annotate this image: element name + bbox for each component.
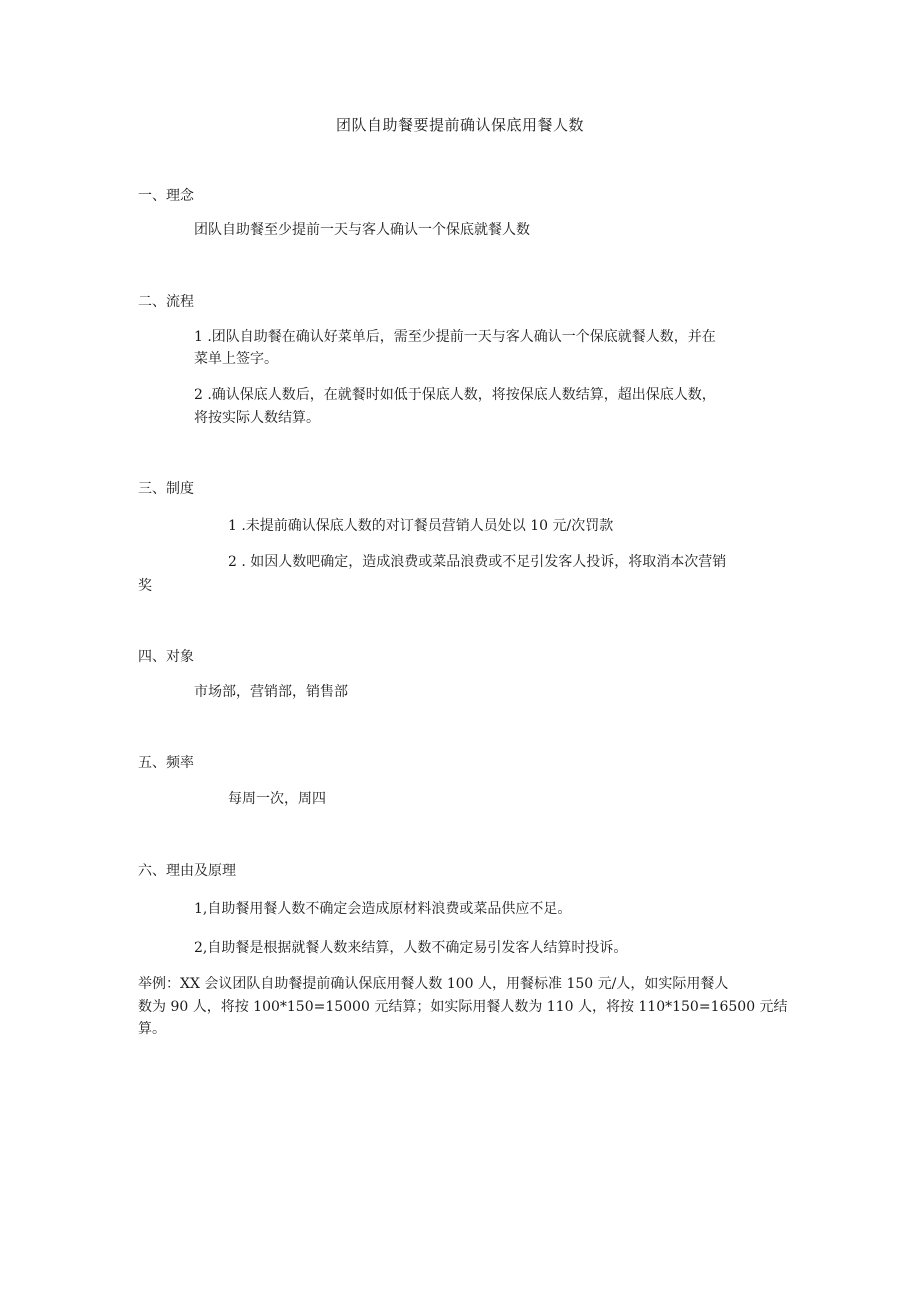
section-heading-concept: 一、理念 xyxy=(138,188,194,204)
section-heading-process: 二、流程 xyxy=(138,294,194,310)
example-line-2: 数为 90 人，将按 100*150=15000 元结算；如实际用餐人数为 110 人，将按 110*150=16500 元结 xyxy=(138,999,788,1015)
section-heading-reason: 六、理由及原理 xyxy=(138,863,236,879)
section-heading-policy: 三、制度 xyxy=(138,481,194,497)
reason-item-2: 2,自助餐是根据就餐人数来结算，人数不确定易引发客人结算时投诉。 xyxy=(194,940,628,956)
section-heading-frequency: 五、频率 xyxy=(138,755,194,771)
process-item-1-line-2: 菜单上签字。 xyxy=(194,351,278,367)
process-item-1-line-1: 1 .团队自助餐在确认好菜单后，需至少提前一天与客人确认一个保底就餐人数，并在 xyxy=(194,329,716,345)
policy-item-1: 1 .未提前确认保底人数的对订餐员营销人员处以 10 元/次罚款 xyxy=(228,518,614,534)
example-line-3: 算。 xyxy=(138,1021,166,1037)
section-heading-target: 四、对象 xyxy=(138,649,194,665)
process-item-2-line-1: 2 .确认保底人数后，在就餐时如低于保底人数，将按保底人数结算，超出保底人数， xyxy=(194,387,716,403)
frequency-text: 每周一次，周四 xyxy=(228,791,326,807)
example-line-1: 举例：XX 会议团队自助餐提前确认保底用餐人数 100 人，用餐标准 150 元/人，如实际用餐人 xyxy=(138,976,729,992)
document-title: 团队自助餐要提前确认保底用餐人数 xyxy=(335,116,584,134)
concept-text: 团队自助餐至少提前一天与客人确认一个保底就餐人数 xyxy=(194,222,530,238)
policy-item-2-line-2: 奖 xyxy=(138,578,152,594)
process-item-2-line-2: 将按实际人数结算。 xyxy=(194,410,320,426)
policy-item-2-line-1: 2 . 如因人数吧确定，造成浪费或菜品浪费或不足引发客人投诉，将取消本次营销 xyxy=(228,554,727,570)
target-text: 市场部，营销部，销售部 xyxy=(194,684,348,700)
reason-item-1: 1,自助餐用餐人数不确定会造成原材料浪费或菜品供应不足。 xyxy=(194,901,572,917)
